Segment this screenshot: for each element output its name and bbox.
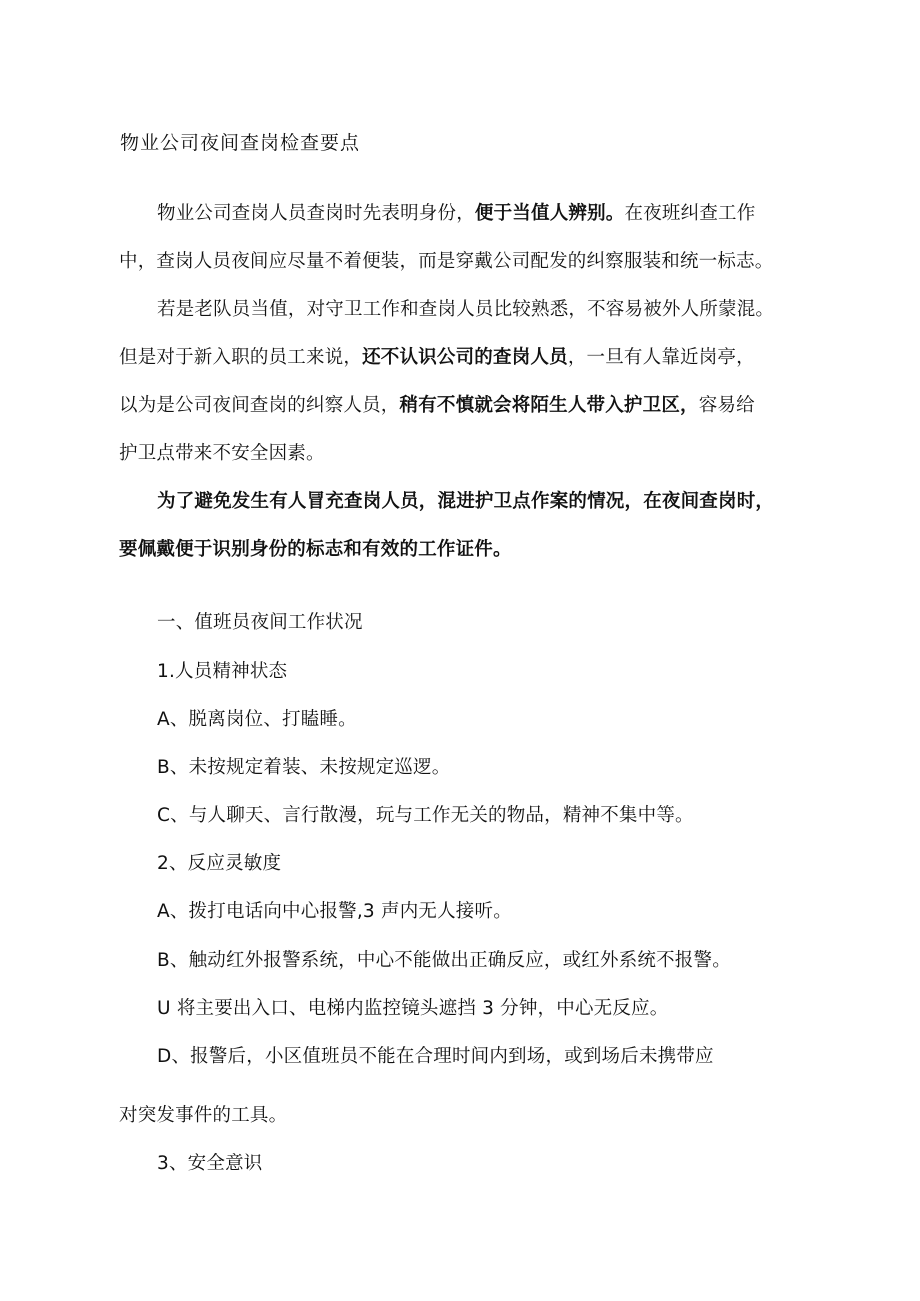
list-item-2b: B、触动红外报警系统，中心不能做出正确反应，或红外系统不报警。 <box>157 950 731 971</box>
text-run: 物业公司查岗人员查岗时先表明身份， <box>157 203 475 224</box>
list-item-2a: A、拨打电话向中心报警,3 声内无人接听。 <box>157 901 512 922</box>
text-run: 在夜班纠查工作 <box>624 203 756 224</box>
paragraph-2-line-3 <box>119 393 755 419</box>
paragraph-3-line-2: 要佩戴便于识别身份的标志和有效的工作证件。 <box>119 539 512 560</box>
text-run: 以为是公司夜间查岗的纠察人员， <box>119 395 400 416</box>
list-item-1b: B、未按规定着装、未按规定巡逻。 <box>157 757 451 778</box>
paragraph-1-line-2: 中，查岗人员夜间应尽量不着便装，而是穿戴公司配发的纠察服装和统一标志。 <box>119 251 774 272</box>
paragraph-3-line-1: 为了避免发生有人冒充查岗人员，混进护卫点作案的情况，在夜间查岗时， <box>157 491 775 512</box>
text-run: 但是对于新入职的员工来说， <box>119 347 363 368</box>
bold-text-run: 还不认识公司的查岗人员 <box>362 347 568 368</box>
paragraph-2-line-2 <box>119 345 755 371</box>
paragraph-2-line-4: 护卫点带来不安全因素。 <box>119 443 325 464</box>
document-title: 物业公司夜间查岗检查要点 <box>120 132 361 154</box>
list-item-2d-line-2: 对突发事件的工具。 <box>119 1105 288 1126</box>
text-run: ，一旦有人靠近岗亭， <box>567 347 755 368</box>
list-item-1c: C、与人聊天、言行散漫，玩与工作无关的物品，精神不集中等。 <box>157 805 694 826</box>
section-1-heading: 一、值班员夜间工作状况 <box>157 612 363 633</box>
paragraph-2-line-1: 若是老队员当值，对守卫工作和查岗人员比较熟悉，不容易被外人所蒙混。 <box>157 299 775 320</box>
bold-text-run: 稍有不慎就会将陌生人带入护卫区， <box>399 395 699 416</box>
text-run: 容易给 <box>698 395 755 416</box>
list-item-2c: U 将主要出入口、电梯内监控镜头遮挡 3 分钟，中心无反应。 <box>157 998 669 1019</box>
list-item-1a: A、脱离岗位、打瞌睡。 <box>157 709 357 730</box>
subsection-1-heading: 1.人员精神状态 <box>157 661 288 682</box>
subsection-3-heading: 3、安全意识 <box>157 1153 263 1174</box>
paragraph-1-line-1 <box>157 201 755 227</box>
bold-text-run: 便于当值人辨别。 <box>474 203 625 224</box>
subsection-2-heading: 2、反应灵敏度 <box>157 853 282 874</box>
list-item-2d-line-1: D、报警后，小区值班员不能在合理时间内到场，或到场后未携带应 <box>157 1046 714 1067</box>
